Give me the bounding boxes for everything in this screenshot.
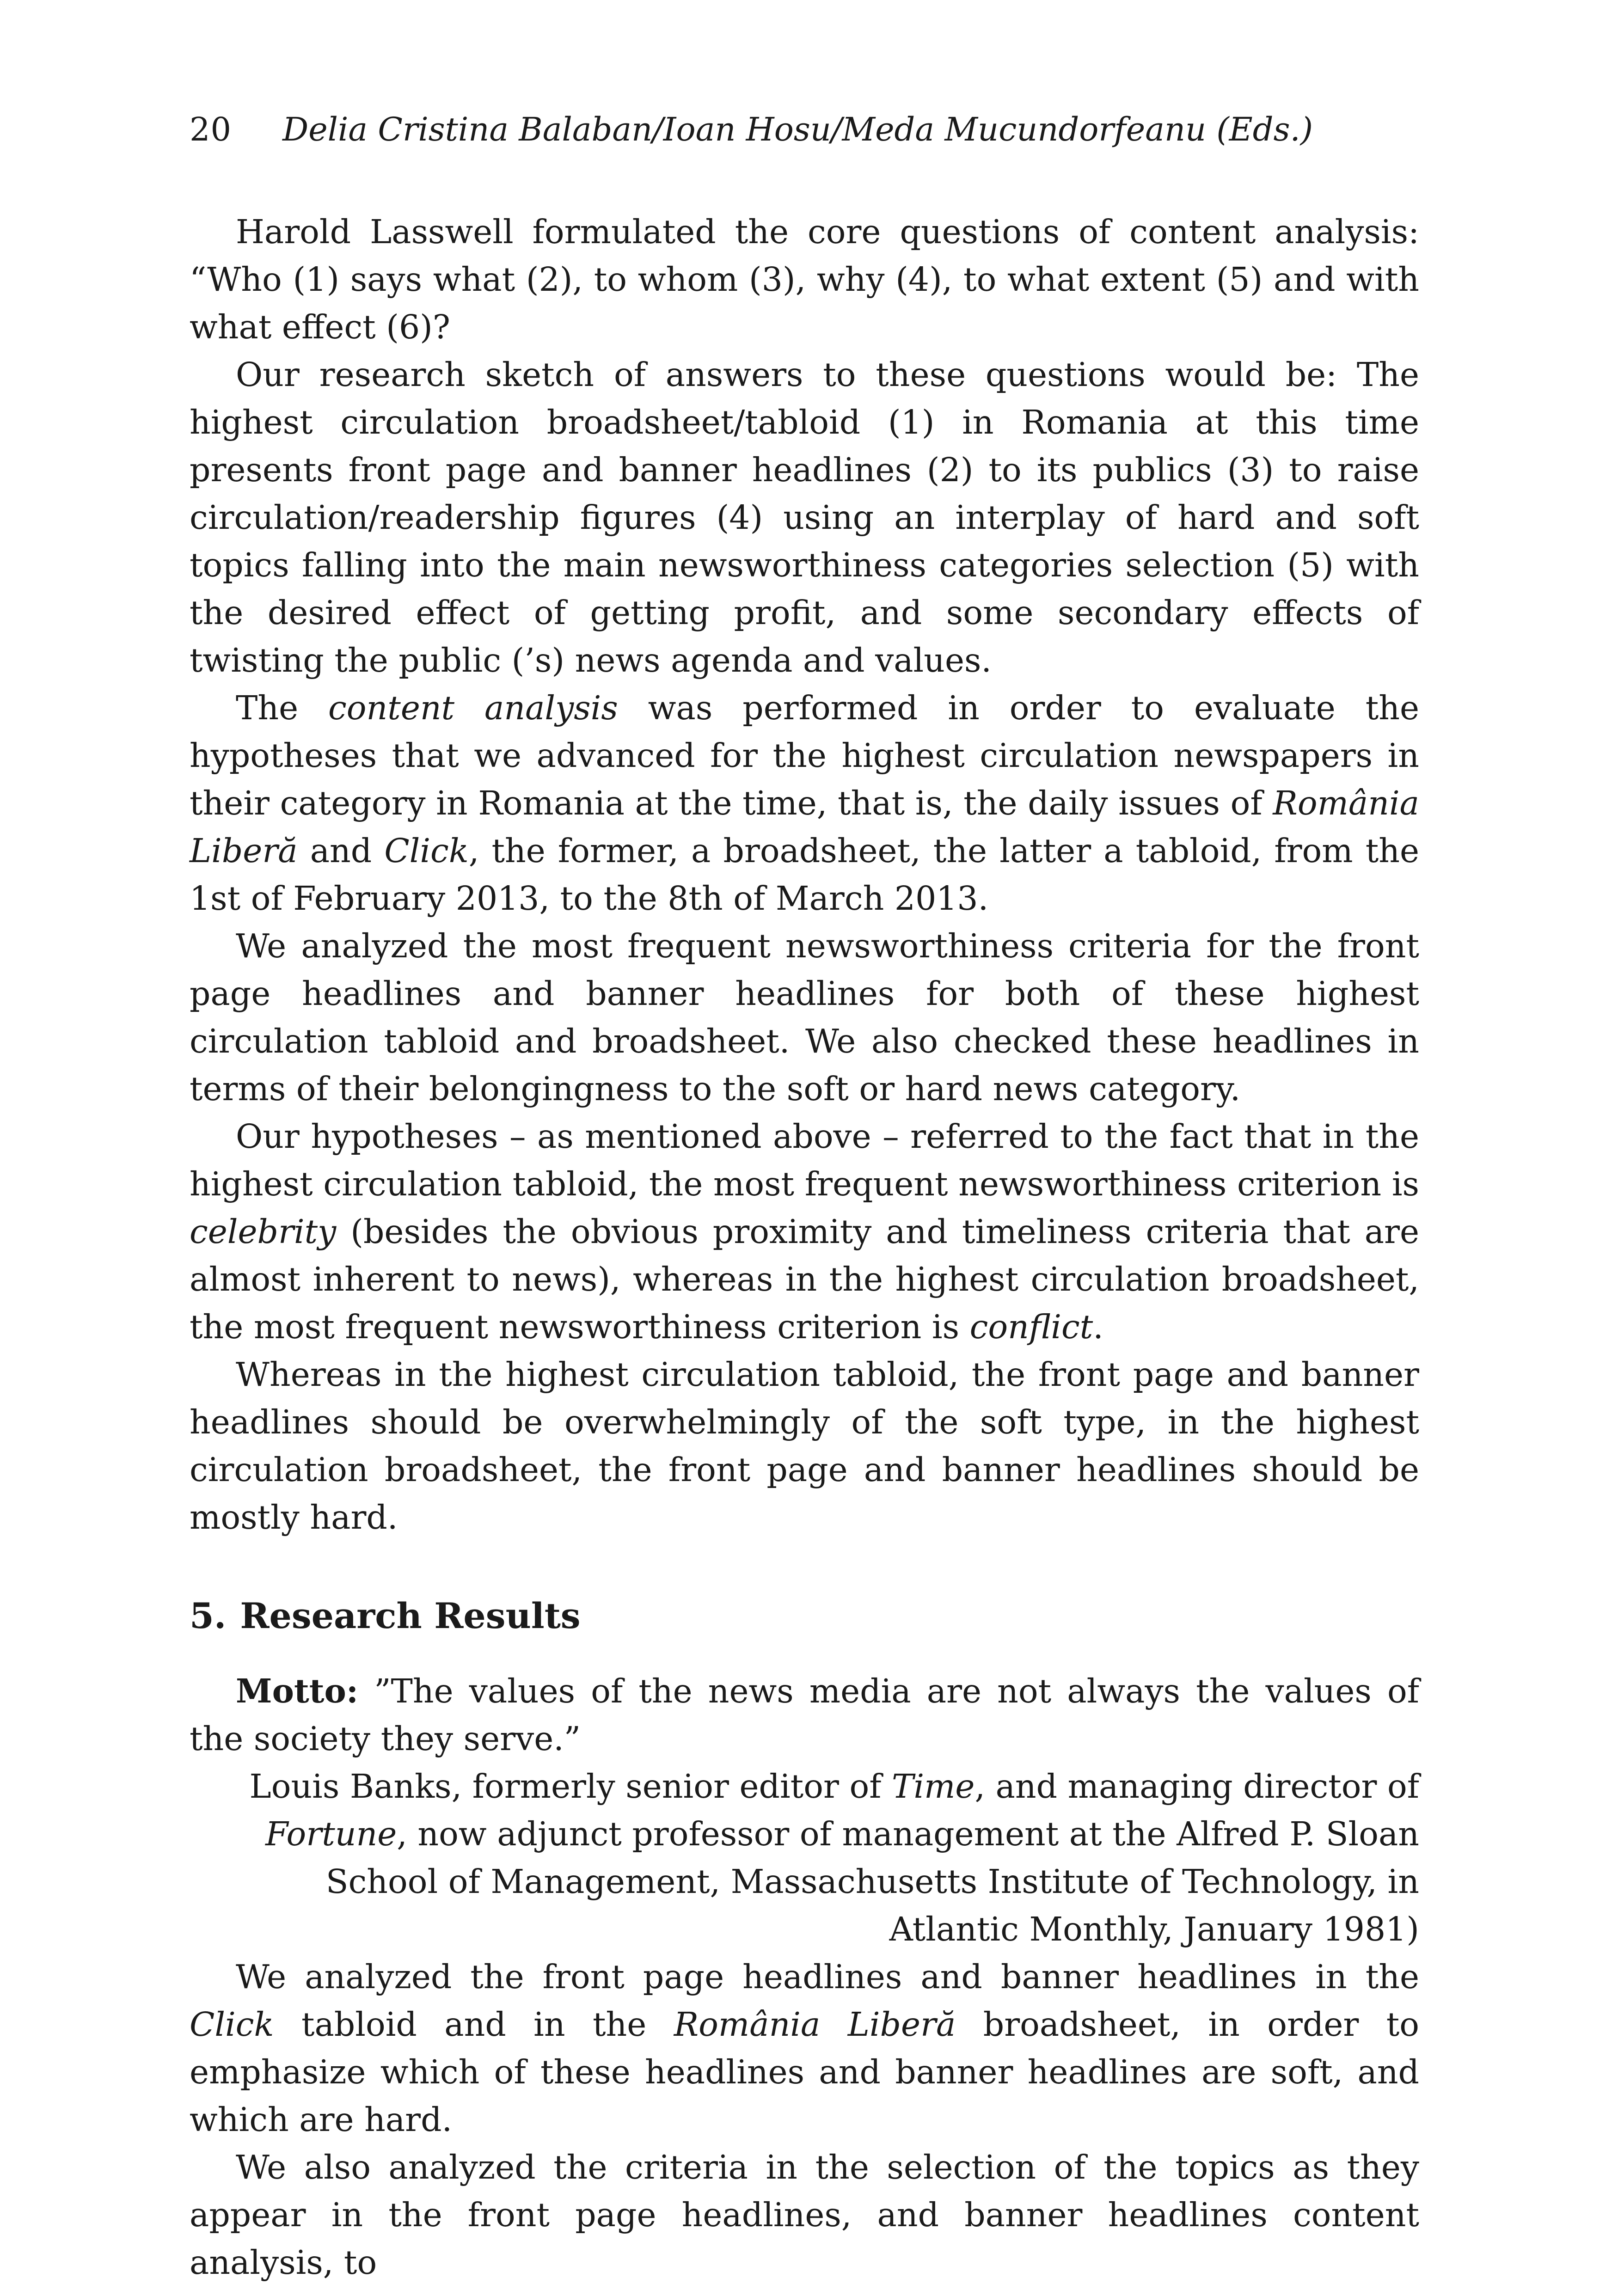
text-run: , now adjunct professor of management at the Alfred P. Sloan School of Management, Massachusetts Institute of Technology, in Atlantic Monthly, January 1981) — [325, 1815, 1419, 1948]
paragraph-research-sketch: Our research sketch of answers to these questions would be: The highest circulation broadsheet/tabloid (1) in Romania at this time presents front page and banner headlines (2) to its publics (3) to raise circulation/readership figures (4) using an interplay of hard and soft topics falling into the main newsworthiness categories selection (5) with the desired effect of getting profit, and some secondary effects of twisting the public (’s) news agenda and values. — [190, 355, 1419, 680]
paragraph-results-analysis — [190, 1953, 1419, 2143]
text-run: was performed in order to evaluate the hypotheses that we advanced for the highest circulation newspapers in their category in Romania at the time, that is, the daily issues of — [190, 689, 1419, 822]
motto-label: Motto: — [236, 1671, 359, 1710]
running-head-editors: Delia Cristina Balaban/Ioan Hosu/Meda Mucundorfeanu (Eds.) — [282, 110, 1313, 148]
section-number: 5. — [190, 1595, 227, 1636]
text-run: . — [1093, 1308, 1103, 1346]
publication-name: Fortune — [265, 1815, 397, 1853]
motto-text: ”The values of the news media are not always the values of the society they serve.” — [190, 1672, 1419, 1758]
text-run: We analyzed the front page headlines and banner headlines in the — [236, 1958, 1419, 1996]
motto — [190, 1667, 1419, 1763]
paragraph-hypotheses — [190, 1113, 1419, 1351]
running-head — [190, 106, 1419, 153]
text-run: , and managing director of — [974, 1767, 1419, 1806]
text-run: The — [236, 689, 329, 727]
section-heading — [190, 1592, 1419, 1640]
newspaper-name: România Liberă — [190, 784, 1419, 870]
publication-name: Time — [892, 1767, 975, 1806]
paragraph-content-analysis — [190, 684, 1419, 922]
text-run: Louis Banks, formerly senior editor of — [249, 1767, 892, 1806]
text-run: and — [297, 832, 385, 870]
text-run: broadsheet, in order to emphasize which of these headlines and banner headlines are soft, and which are hard. — [190, 2005, 1419, 2139]
newspaper-name: Click — [190, 2005, 274, 2044]
text-run: (besides the obvious proximity and timeliness criteria that are almost inherent to news), whereas in the highest circulation broadsheet, the most frequent newsworthiness criterion is — [190, 1212, 1419, 1346]
paragraph-topic-criteria: We also analyzed the criteria in the selection of the topics as they appear in the front page headlines, and banner headlines content analysis, to — [190, 2148, 1419, 2282]
paragraph-soft-hard: Whereas in the highest circulation tabloid, the front page and banner headlines should be overwhelmingly of the soft type, in the highest circulation broadsheet, the front page and banner headlines should be mostly hard. — [190, 1355, 1419, 1537]
section-title: Research Results — [240, 1595, 581, 1636]
text-run: Our hypotheses – as mentioned above – referred to the fact that in the highest circulation tabloid, the most frequent newsworthiness criterion is — [190, 1117, 1419, 1203]
newspaper-name: România Liberă — [674, 2005, 956, 2044]
text-run: tabloid and in the — [274, 2005, 674, 2044]
book-page — [190, 106, 1419, 2286]
text-run: , the former, a broadsheet, the latter a tabloid, from the 1st of February 2013, to the 8th of March 2013. — [190, 832, 1419, 918]
motto-attribution — [190, 1763, 1419, 1953]
newspaper-name: Click — [384, 832, 469, 870]
italic-term: celebrity — [190, 1212, 337, 1251]
italic-term: conflict — [969, 1308, 1093, 1346]
paragraph-criteria: We analyzed the most frequent newsworthiness criteria for the front page headlines and banner headlines for both of these highest circulation tabloid and broadsheet. We also checked these headlines in terms of their belongingness to the soft or hard news category. — [190, 927, 1419, 1108]
page-number: 20 — [190, 110, 232, 148]
paragraph-lasswell: Harold Lasswell formulated the core questions of content analysis: “Who (1) says what (2), to whom (3), why (4), to what extent (5) and with what effect (6)? — [190, 213, 1419, 346]
italic-term: content analysis — [328, 689, 618, 727]
